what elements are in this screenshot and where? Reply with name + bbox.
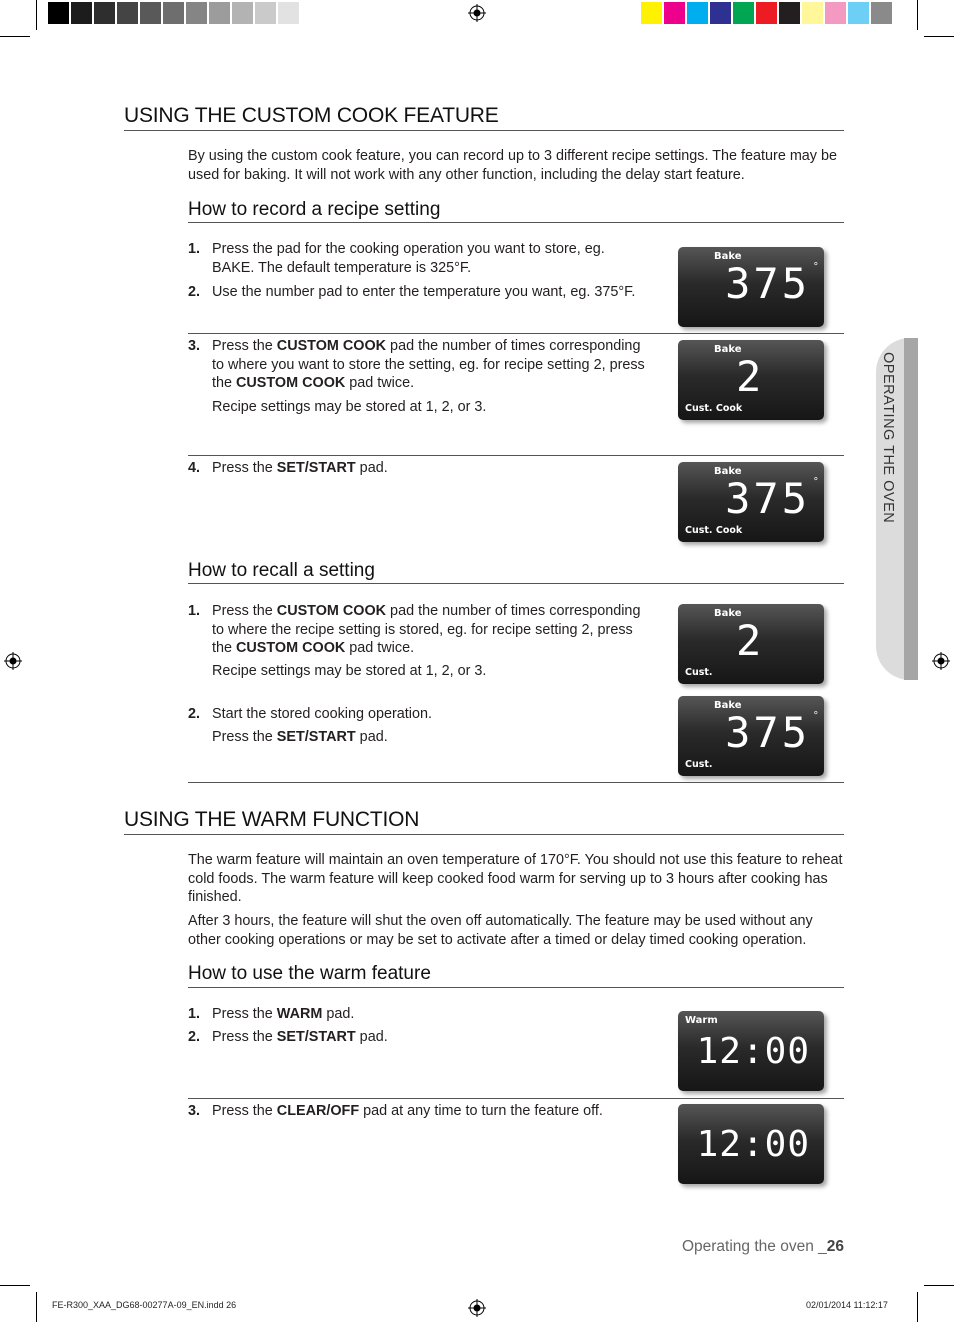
color-swatch: [94, 2, 117, 24]
step-number: 4: [188, 460, 197, 476]
oven-display: [678, 340, 824, 420]
step-text: Press the pad for the cooking operation you want to store, eg. BAKE. The default temperature is 325°F.: [212, 241, 605, 276]
step-number: 1: [188, 1006, 197, 1022]
crop-mark: [36, 0, 37, 30]
oven-display: [678, 462, 824, 542]
section-title-warm: USING THE WARM FUNCTION: [124, 808, 420, 831]
display-indicator: Cust. Cook: [685, 525, 743, 536]
divider: [188, 782, 844, 783]
page-number: 26: [826, 1238, 844, 1255]
color-swatch: [163, 2, 186, 24]
step-note: Press the SET/START pad.: [212, 729, 388, 745]
display-value: 2: [736, 352, 765, 401]
display-value: 375: [725, 259, 810, 308]
color-swatch: [117, 2, 140, 24]
crop-mark: [0, 36, 30, 37]
warm-para-1: The warm feature will maintain an oven temperature of 170°F. You should not use this feature to reheat cold foods. The warm feature will keep cooked food warm for serving up to 3 hours after cooking has finished.: [188, 852, 843, 906]
color-swatch: [664, 2, 687, 24]
step-note: Recipe settings may be stored at 1, 2, or 3.: [212, 663, 487, 679]
step-number: 3: [188, 1103, 197, 1119]
footer-text: Operating the oven _: [681, 1238, 827, 1255]
display-mode: Warm: [685, 1015, 718, 1026]
divider: [188, 987, 844, 988]
divider: [188, 583, 844, 584]
registration-mark-icon: [468, 1299, 486, 1317]
color-swatch: [710, 2, 733, 24]
display-value: 2: [736, 616, 765, 665]
warm-para-2: After 3 hours, the feature will shut the oven off automatically. The feature may be used without any other cooking operations or may be set to activate after a timed or delay timed cooking operation.: [188, 913, 813, 948]
step-text: Start the stored cooking operation.: [212, 706, 432, 722]
display-value: 375: [725, 708, 810, 757]
color-swatch: [848, 2, 871, 24]
slug-file: FE-R300_XAA_DG68-00277A-09_EN.indd 26: [52, 1300, 237, 1310]
crop-mark: [36, 1292, 37, 1322]
color-swatch: [278, 2, 301, 24]
registration-mark-icon: [4, 652, 22, 670]
crop-mark: [0, 1285, 30, 1286]
display-value: 12:00: [696, 1124, 810, 1165]
registration-mark-icon: [468, 4, 486, 22]
side-tab-label: OPERATING THE OVEN: [880, 352, 896, 524]
display-mode: Bake: [714, 466, 742, 477]
warm-heading: How to use the warm feature: [188, 963, 431, 984]
step-text: Press the CUSTOM COOK pad the number of times corresponding to where the recipe setting is stored, eg. for recipe setting 2, press the CUSTOM COOK pad twice.: [212, 603, 641, 657]
warm-step-1: 1 . Press the WARM pad.: [188, 1005, 648, 1024]
step-text: Press the SET/START pad.: [212, 460, 388, 476]
divider: [124, 130, 844, 131]
display-indicator: Cust.: [685, 667, 713, 678]
color-swatch: [871, 2, 894, 24]
step-number: 2: [188, 1029, 197, 1045]
record-step-1: 1 . Press the pad for the cooking operation you want to store, eg. BAKE. The default temperature is 325°F.: [188, 240, 648, 277]
oven-display: [678, 1104, 824, 1184]
crop-mark: [924, 1285, 954, 1286]
section-title-custom-cook: USING THE CUSTOM COOK FEATURE: [124, 104, 499, 127]
color-swatch: [71, 2, 94, 24]
oven-display: [678, 247, 824, 327]
step-note: Recipe settings may be stored at 1, 2, or 3.: [212, 399, 487, 415]
color-swatch: [232, 2, 255, 24]
recall-heading: How to recall a setting: [188, 560, 375, 581]
step-number: 1: [188, 241, 197, 257]
divider: [124, 834, 844, 835]
color-swatch: [209, 2, 232, 24]
display-mode: Bake: [714, 344, 742, 355]
step-number: 3: [188, 338, 197, 354]
divider: [188, 222, 844, 223]
display-indicator: Cust. Cook: [685, 403, 743, 414]
step-text: Press the CUSTOM COOK pad the number of times corresponding to where you want to store the setting, eg. for recipe setting 2, press the CUSTOM COOK pad twice.: [212, 338, 645, 392]
page-footer: [682, 1238, 844, 1256]
registration-mark-icon: [932, 652, 950, 670]
oven-display: [678, 1011, 824, 1091]
color-swatch: [48, 2, 71, 24]
step-text: Press the WARM pad.: [212, 1006, 355, 1022]
degree-indicator: °: [813, 476, 818, 488]
grayscale-color-bar: [48, 2, 324, 24]
color-swatch: [802, 2, 825, 24]
degree-indicator: °: [813, 261, 818, 273]
color-swatch: [756, 2, 779, 24]
color-swatch: [733, 2, 756, 24]
display-mode: Bake: [714, 608, 742, 619]
oven-display: [678, 696, 824, 776]
recall-step-1: 1 . Press the CUSTOM COOK pad the number of times corresponding to where the recipe setting is stored, eg. for recipe setting 2, press the CUSTOM COOK pad twice.: [188, 602, 648, 658]
warm-step-2: 2 . Press the SET/START pad.: [188, 1028, 648, 1047]
crop-mark: [917, 0, 918, 30]
warm-step-3: 3 . Press the CLEAR/OFF pad at any time to turn the feature off.: [188, 1102, 648, 1121]
step-number: 1: [188, 603, 197, 619]
slug-date: 02/01/2014 11:12:17: [806, 1300, 888, 1310]
color-swatch: [779, 2, 802, 24]
step-number: 2: [188, 706, 197, 722]
record-step-2: 2 . Use the number pad to enter the temperature you want, eg. 375°F.: [188, 283, 648, 302]
display-indicator: Cust.: [685, 759, 713, 770]
degree-indicator: °: [813, 710, 818, 722]
recall-step-2: 2 . Start the stored cooking operation.: [188, 705, 648, 724]
crop-mark: [917, 1292, 918, 1322]
color-swatch: [255, 2, 278, 24]
side-tab-strip: [904, 338, 918, 680]
color-swatch: [641, 2, 664, 24]
display-value: 375: [725, 474, 810, 523]
divider: [188, 455, 844, 456]
process-color-bar: [641, 2, 894, 24]
crop-mark: [924, 36, 954, 37]
color-swatch: [140, 2, 163, 24]
chapter-side-tab: [876, 338, 918, 680]
color-swatch: [687, 2, 710, 24]
divider: [188, 1098, 844, 1099]
record-step-4: 4 . Press the SET/START pad.: [188, 459, 648, 478]
step-text: Press the SET/START pad.: [212, 1029, 388, 1045]
custom-cook-intro: By using the custom cook feature, you can record up to 3 different recipe settings. The feature may be used for baking. It will not work with any other function, including the delay start feature.: [188, 148, 838, 183]
step-number: 2: [188, 284, 197, 300]
record-heading: How to record a recipe setting: [188, 199, 441, 220]
display-mode: Bake: [714, 251, 742, 262]
divider: [188, 333, 844, 334]
oven-display: [678, 604, 824, 684]
color-swatch: [825, 2, 848, 24]
step-text: Press the CLEAR/OFF pad at any time to turn the feature off.: [212, 1103, 603, 1119]
record-step-3: 3 . Press the CUSTOM COOK pad the number of times corresponding to where you want to store the setting, eg. for recipe setting 2, press the CUSTOM COOK pad twice.: [188, 337, 648, 393]
color-swatch: [301, 2, 324, 24]
display-mode: Bake: [714, 700, 742, 711]
color-swatch: [186, 2, 209, 24]
display-value: 12:00: [696, 1031, 810, 1072]
step-text: Use the number pad to enter the temperature you want, eg. 375°F.: [212, 284, 636, 300]
